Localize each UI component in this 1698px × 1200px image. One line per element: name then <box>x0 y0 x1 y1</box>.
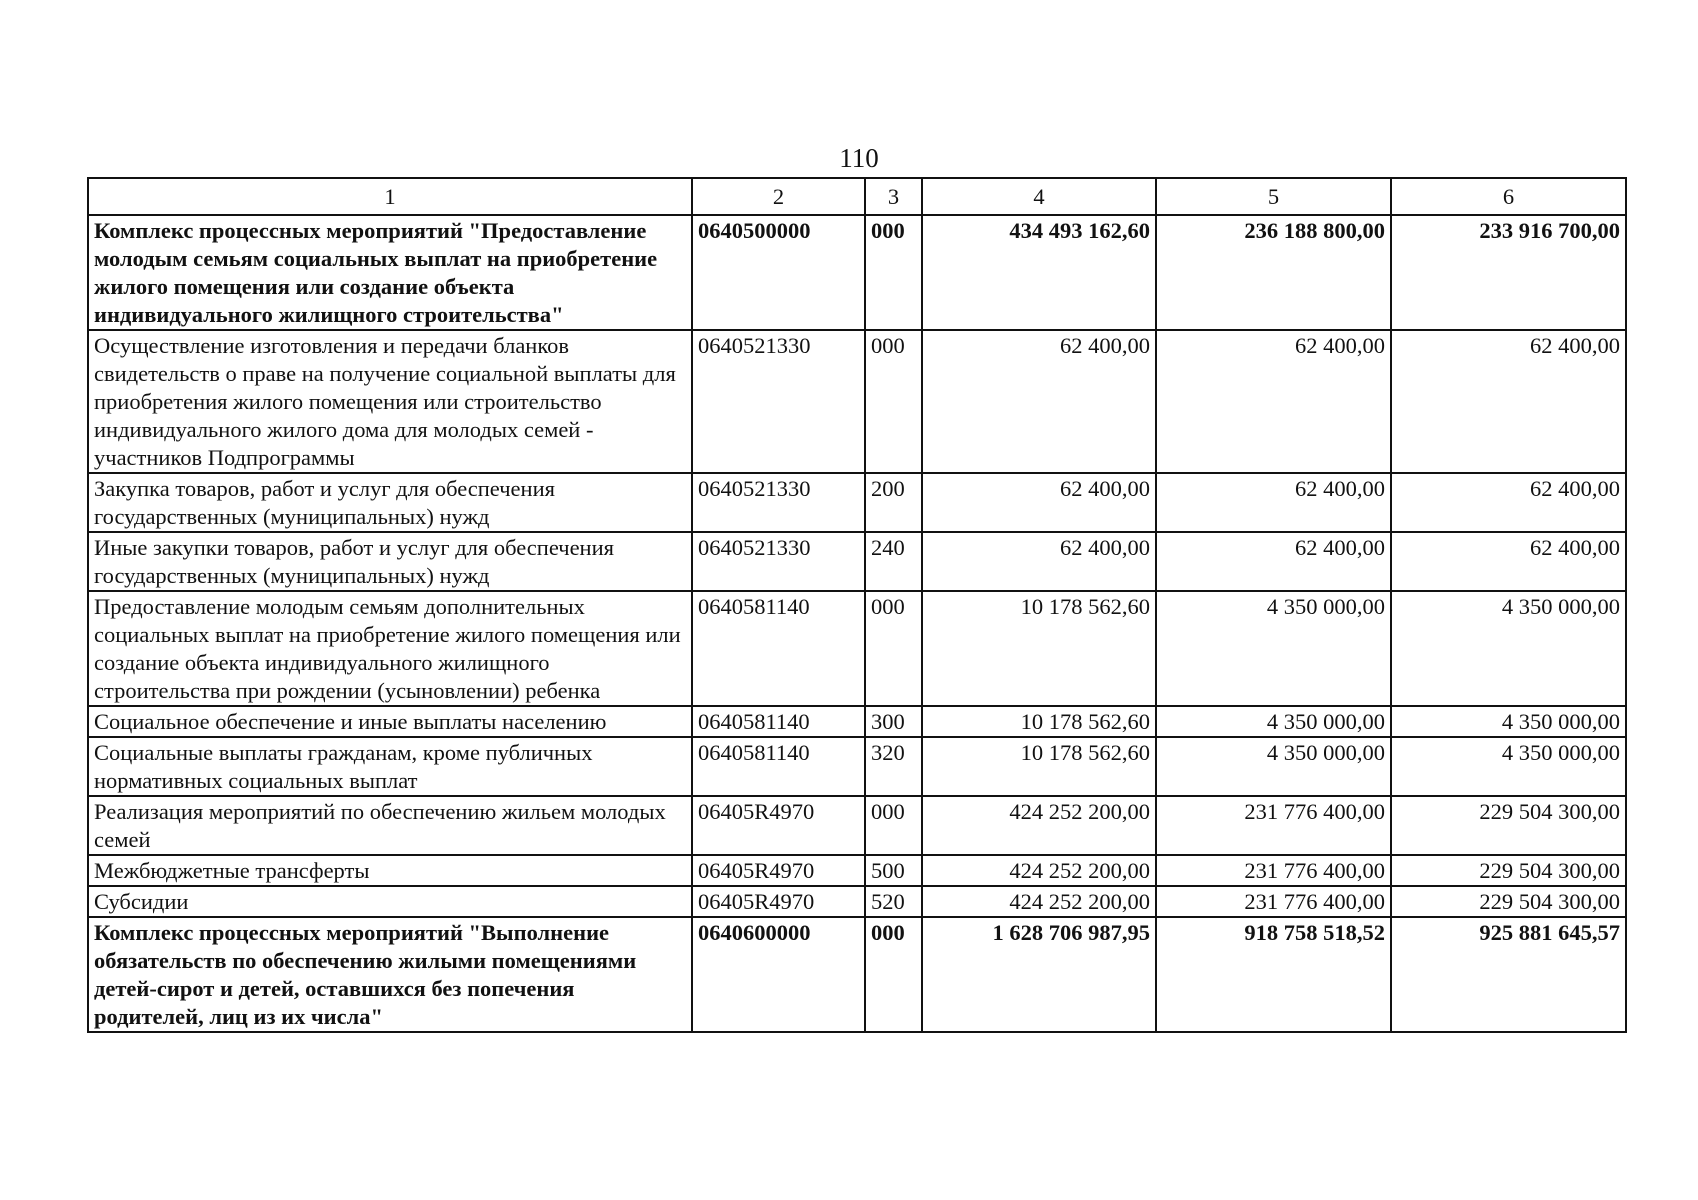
row-code: 0640581140 <box>692 737 865 796</box>
row-value-5: 4 350 000,00 <box>1156 591 1391 706</box>
row-code: 0640600000 <box>692 917 865 1032</box>
row-value-4: 10 178 562,60 <box>922 737 1156 796</box>
row-value-5: 62 400,00 <box>1156 473 1391 532</box>
row-name: Реализация мероприятий по обеспечению жильем молодых семей <box>88 796 692 855</box>
table-row <box>88 796 1626 855</box>
row-value-5: 62 400,00 <box>1156 532 1391 591</box>
row-name: Социальное обеспечение и иные выплаты населению <box>88 706 692 737</box>
column-header-6: 6 <box>1391 178 1626 215</box>
row-code: 0640521330 <box>692 532 865 591</box>
table-row <box>88 591 1626 706</box>
row-value-6: 229 504 300,00 <box>1391 886 1626 917</box>
row-name: Межбюджетные трансферты <box>88 855 692 886</box>
row-code: 0640581140 <box>692 706 865 737</box>
row-kind: 200 <box>865 473 922 532</box>
row-value-4: 434 493 162,60 <box>922 215 1156 330</box>
row-code: 0640581140 <box>692 591 865 706</box>
row-value-5: 4 350 000,00 <box>1156 737 1391 796</box>
row-kind: 000 <box>865 591 922 706</box>
row-value-4: 424 252 200,00 <box>922 796 1156 855</box>
table-row <box>88 917 1626 1032</box>
row-code: 06405R4970 <box>692 796 865 855</box>
page-number: 110 <box>839 143 879 173</box>
column-header-3: 3 <box>865 178 922 215</box>
table-row <box>88 532 1626 591</box>
row-value-6: 4 350 000,00 <box>1391 591 1626 706</box>
row-value-4: 62 400,00 <box>922 330 1156 473</box>
row-value-6: 4 350 000,00 <box>1391 706 1626 737</box>
column-header-2: 2 <box>692 178 865 215</box>
row-kind: 000 <box>865 330 922 473</box>
row-code: 0640500000 <box>692 215 865 330</box>
row-value-4: 10 178 562,60 <box>922 706 1156 737</box>
row-value-4: 1 628 706 987,95 <box>922 917 1156 1032</box>
row-value-6: 229 504 300,00 <box>1391 796 1626 855</box>
row-value-6: 925 881 645,57 <box>1391 917 1626 1032</box>
budget-table <box>87 177 1627 1033</box>
row-kind: 520 <box>865 886 922 917</box>
row-kind: 000 <box>865 796 922 855</box>
row-value-4: 62 400,00 <box>922 532 1156 591</box>
row-name: Комплекс процессных мероприятий "Выполнение обязательств по обеспечению жилыми помещениями детей-сирот и детей, оставшихся без попечения родителей, лиц из их числа" <box>88 917 692 1032</box>
row-code: 06405R4970 <box>692 886 865 917</box>
row-name: Закупка товаров, работ и услуг для обеспечения государственных (муниципальных) нужд <box>88 473 692 532</box>
table-row <box>88 886 1626 917</box>
column-header-4: 4 <box>922 178 1156 215</box>
row-value-4: 10 178 562,60 <box>922 591 1156 706</box>
row-value-6: 4 350 000,00 <box>1391 737 1626 796</box>
column-header-5: 5 <box>1156 178 1391 215</box>
row-value-5: 62 400,00 <box>1156 330 1391 473</box>
row-name: Социальные выплаты гражданам, кроме публичных нормативных социальных выплат <box>88 737 692 796</box>
row-name: Иные закупки товаров, работ и услуг для обеспечения государственных (муниципальных) нужд <box>88 532 692 591</box>
row-value-4: 424 252 200,00 <box>922 886 1156 917</box>
row-value-4: 424 252 200,00 <box>922 855 1156 886</box>
row-value-6: 62 400,00 <box>1391 532 1626 591</box>
row-kind: 300 <box>865 706 922 737</box>
table-row <box>88 473 1626 532</box>
row-value-5: 236 188 800,00 <box>1156 215 1391 330</box>
row-kind: 000 <box>865 215 922 330</box>
table-row <box>88 215 1626 330</box>
column-header-1: 1 <box>88 178 692 215</box>
row-name: Осуществление изготовления и передачи бланков свидетельств о праве на получение социальной выплаты для приобретения жилого помещения или строительство индивидуального жилого дома для молодых семей - участников Подпрограммы <box>88 330 692 473</box>
row-code: 06405R4970 <box>692 855 865 886</box>
row-value-5: 231 776 400,00 <box>1156 796 1391 855</box>
table-row <box>88 855 1626 886</box>
row-name: Комплекс процессных мероприятий "Предоставление молодым семьям социальных выплат на приобретение жилого помещения или создание объекта индивидуального жилищного строительства" <box>88 215 692 330</box>
row-code: 0640521330 <box>692 330 865 473</box>
row-kind: 500 <box>865 855 922 886</box>
table-row <box>88 737 1626 796</box>
row-value-5: 231 776 400,00 <box>1156 855 1391 886</box>
row-value-5: 4 350 000,00 <box>1156 706 1391 737</box>
row-value-4: 62 400,00 <box>922 473 1156 532</box>
row-value-6: 229 504 300,00 <box>1391 855 1626 886</box>
row-value-6: 233 916 700,00 <box>1391 215 1626 330</box>
header-row <box>88 178 1626 215</box>
row-kind: 000 <box>865 917 922 1032</box>
row-code: 0640521330 <box>692 473 865 532</box>
row-kind: 240 <box>865 532 922 591</box>
row-name: Субсидии <box>88 886 692 917</box>
row-value-6: 62 400,00 <box>1391 473 1626 532</box>
row-name: Предоставление молодым семьям дополнительных социальных выплат на приобретение жилого помещения или создание объекта индивидуального жилищного строительства при рождении (усыновлении) ребенка <box>88 591 692 706</box>
table-row <box>88 330 1626 473</box>
row-value-5: 918 758 518,52 <box>1156 917 1391 1032</box>
row-value-5: 231 776 400,00 <box>1156 886 1391 917</box>
table-row <box>88 706 1626 737</box>
row-kind: 320 <box>865 737 922 796</box>
row-value-6: 62 400,00 <box>1391 330 1626 473</box>
